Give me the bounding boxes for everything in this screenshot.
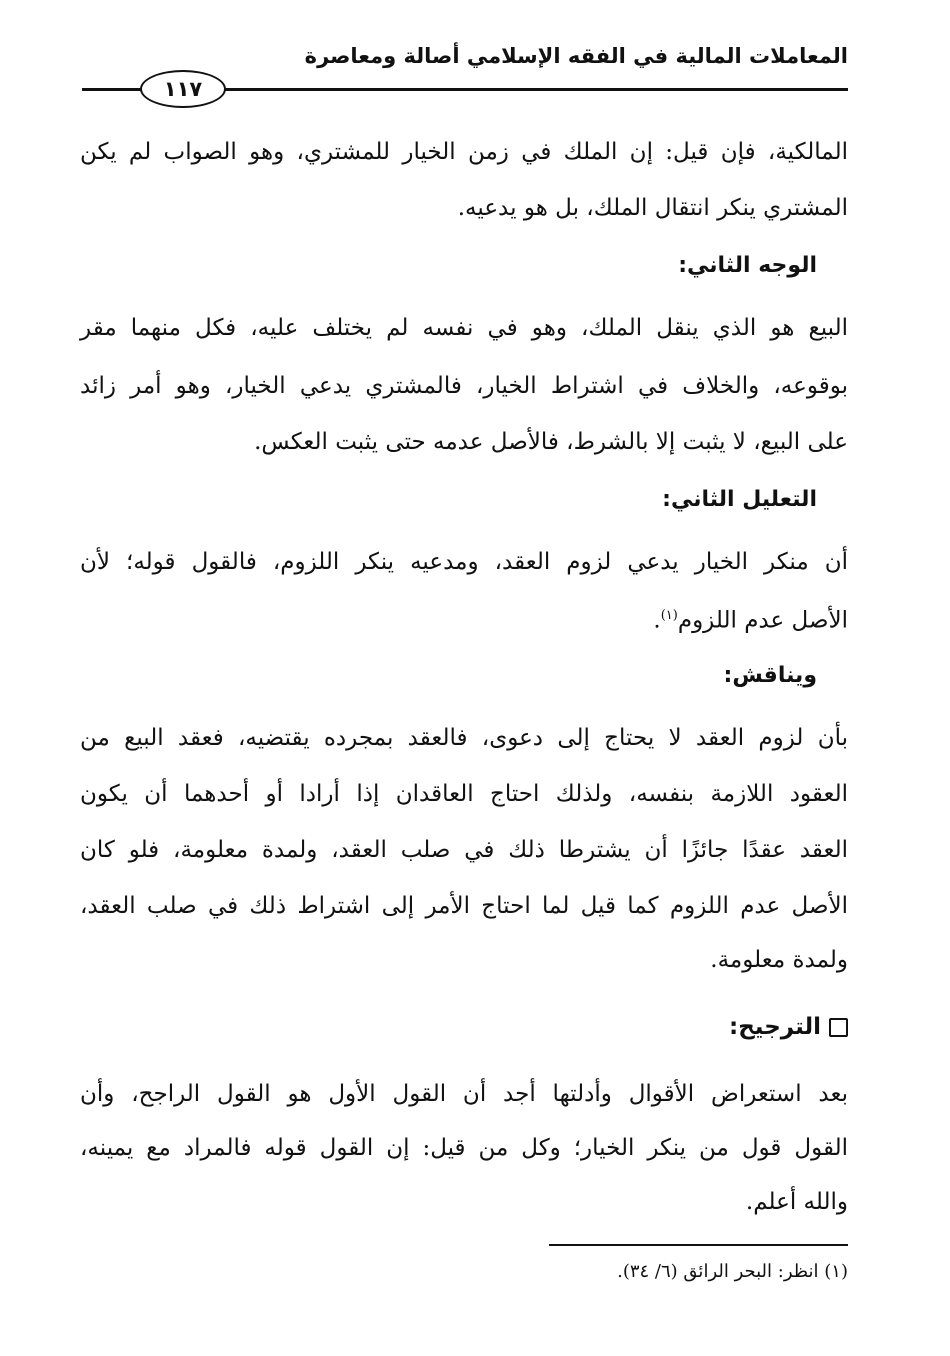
- page-number: ١١٧: [140, 70, 226, 108]
- paragraph-4-line-3: العقد عقدًا جائزًا أن يشترطا ذلك في صلب العقد، ولمدة معلومة، فلو كان: [80, 837, 848, 863]
- paragraph-4-line-4: الأصل عدم اللزوم كما قيل لما احتاج الأمر إلى اشتراط ذلك في صلب العقد،: [80, 893, 848, 919]
- paragraph-3-line-1: أن منكر الخيار يدعي لزوم العقد، ومدعيه ينكر اللزوم، فالقول قوله؛ لأن: [80, 549, 848, 575]
- footnote-rule: [549, 1244, 848, 1246]
- paragraph-1-line-1: المالكية، فإن قيل: إن الملك في زمن الخيار للمشتري، وهو الصواب لم يكن: [80, 139, 848, 165]
- heading-second-reasoning: التعليل الثاني:: [662, 487, 817, 512]
- heading-discussion: ويناقش:: [723, 663, 817, 688]
- paragraph-4-line-5: ولمدة معلومة.: [710, 947, 848, 973]
- square-bullet-icon: [829, 1018, 848, 1037]
- heading-second-aspect: الوجه الثاني:: [678, 253, 817, 278]
- paragraph-3-line-2-end: .: [653, 607, 661, 634]
- paragraph-5-line-3: والله أعلم.: [745, 1189, 848, 1215]
- paragraph-5-line-1: بعد استعراض الأقوال وأدلتها أجد أن القول الأول هو القول الراجح، وأن: [80, 1081, 848, 1107]
- paragraph-4-line-1: بأن لزوم العقد لا يحتاج إلى دعوى، فالعقد بمجرده يقتضيه، فعقد البيع من: [80, 725, 848, 751]
- paragraph-5-line-2: القول قول من ينكر الخيار؛ وكل من قيل: إن القول قوله فالمراد مع يمينه،: [80, 1135, 848, 1161]
- paragraph-2-line-1: البيع هو الذي ينقل الملك، وهو في نفسه لم يختلف عليه، فكل منهما مقر: [80, 315, 848, 341]
- paragraph-3-line-2: [653, 600, 848, 637]
- paragraph-4-line-2: العقود اللازمة بنفسه، ولذلك احتاج العاقدان إذا أرادا أو أحدهما أن يكون: [80, 781, 848, 807]
- running-header-title: المعاملات المالية في الفقه الإسلامي أصالة ومعاصرة: [304, 44, 848, 68]
- paragraph-2-line-3: على البيع، لا يثبت إلا بالشرط، فالأصل عدمه حتى يثبت العكس.: [254, 429, 848, 455]
- footnote-1: (١) انظر: البحر الرائق (٦/ ٣٤).: [617, 1261, 848, 1282]
- paragraph-3-line-2-text: الأصل عدم اللزوم: [677, 607, 848, 634]
- footnote-reference[interactable]: (١): [660, 608, 678, 623]
- heading-preference-label: الترجيح:: [729, 1014, 821, 1040]
- paragraph-1-line-2: المشتري ينكر انتقال الملك، بل هو يدعيه.: [457, 195, 848, 221]
- heading-preference: [729, 1010, 848, 1044]
- paragraph-2-line-2: بوقوعه، والخلاف في اشتراط الخيار، فالمشتري يدعي الخيار، وهو أمر زائد: [80, 373, 848, 399]
